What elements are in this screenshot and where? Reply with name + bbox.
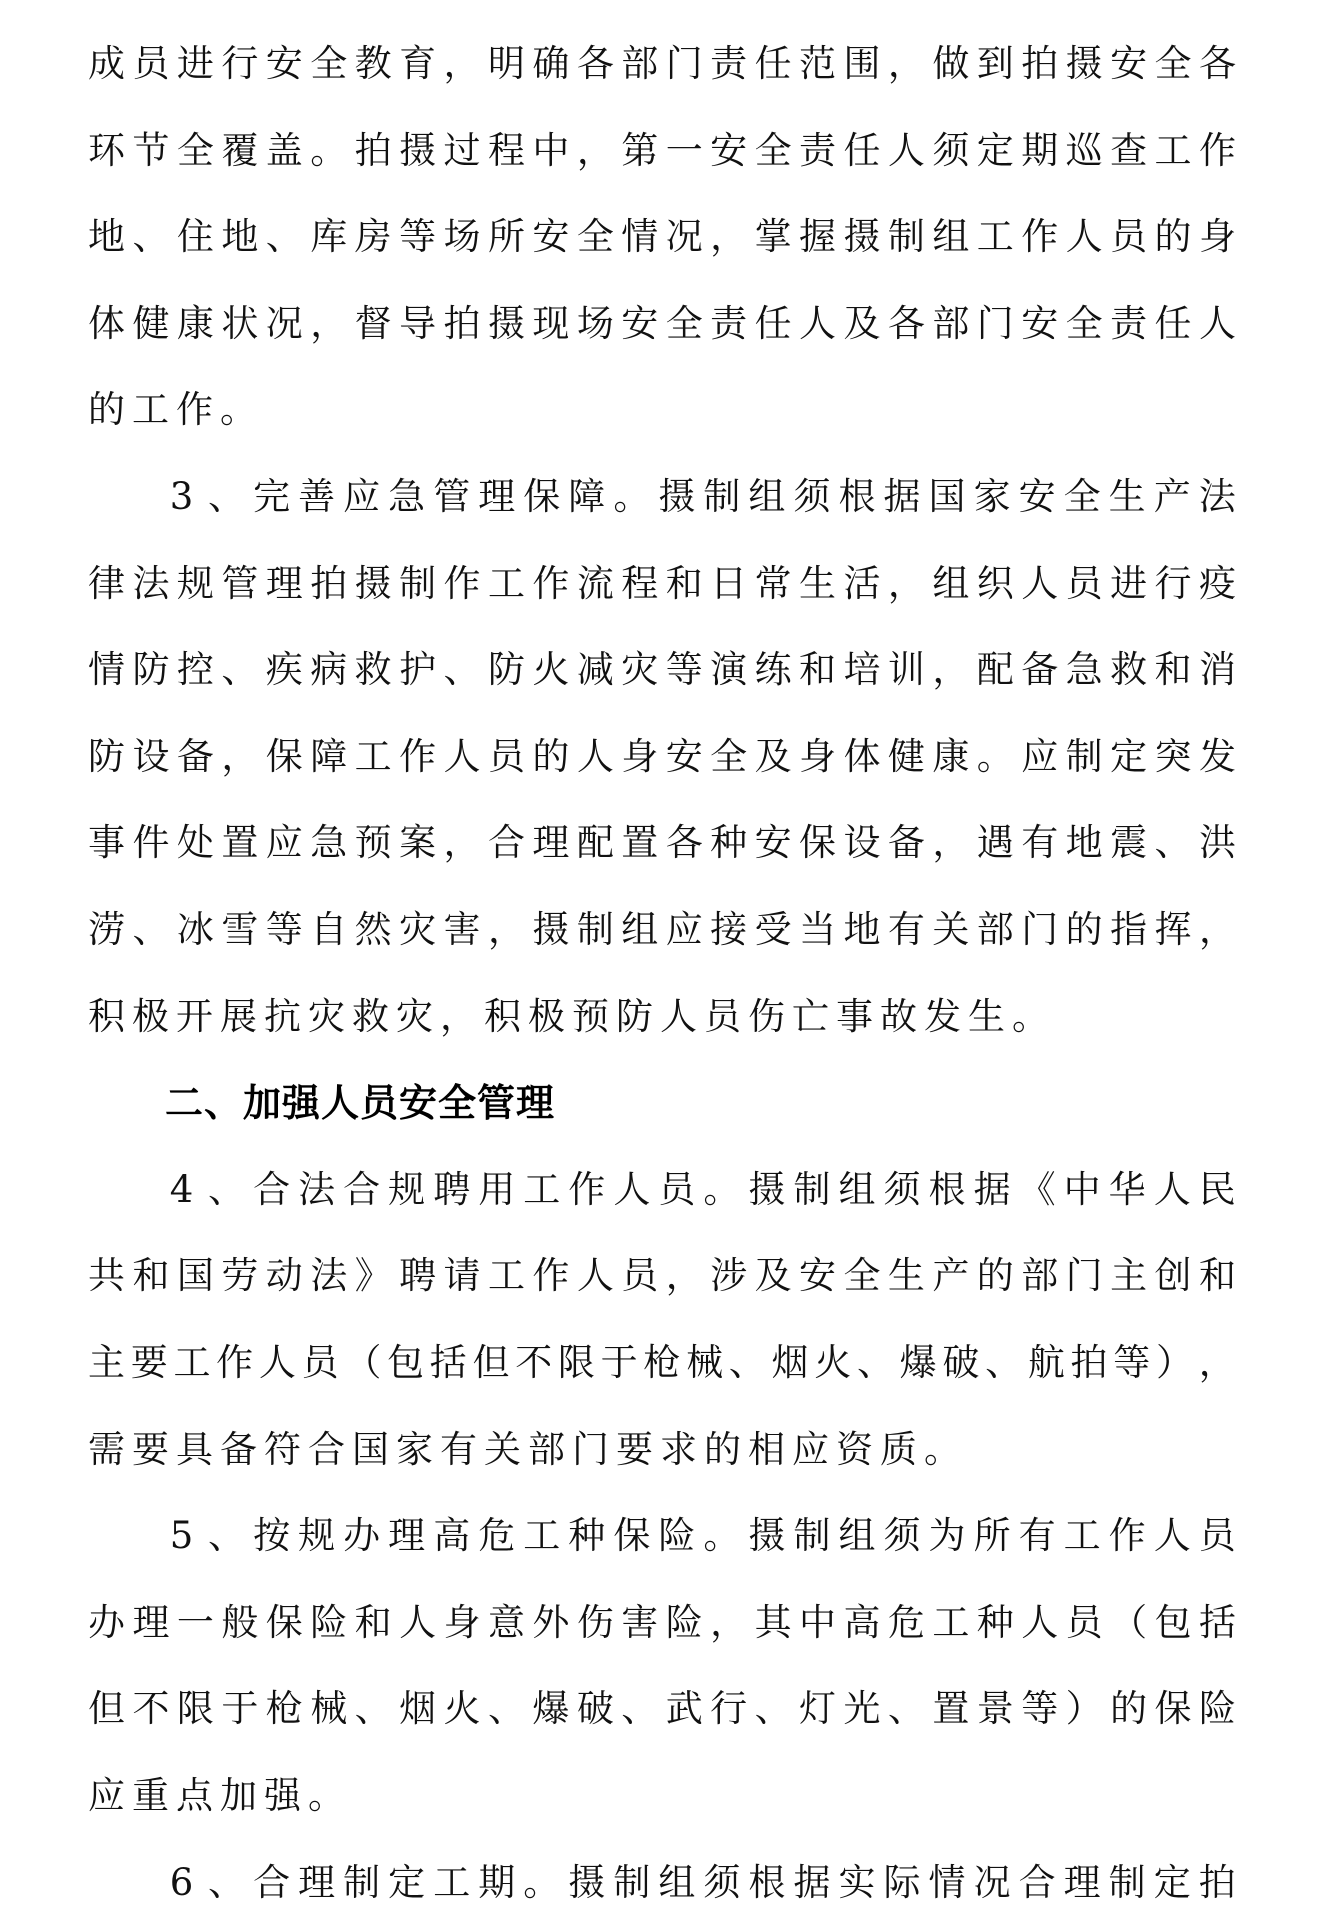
text-line-8: 情 防 控 、 疾 病 救 护 、 防 火 减 灾 等 演 练 和 培 训 ， 配 备 急 救 和 消: [88, 648, 1236, 691]
text-line-19: 办 理 一 般 保 险 和 人 身 意 外 伤 害 险 ， 其 中 高 危 工 种 人 员 （ 包 括: [88, 1601, 1236, 1644]
text-line-1: 成 员 进 行 安 全 教 育 ， 明 确 各 部 门 责 任 范 围 ， 做 到 拍 摄 安 全 各: [88, 42, 1236, 85]
text-line-20: 但 不 限 于 枪 械 、 烟 火 、 爆 破 、 武 行 、 灯 光 、 置 景 等 ） 的 保 险: [88, 1687, 1236, 1730]
paragraph-5-first-line: 5 、 按 规 办 理 高 危 工 种 保 险 。 摄 制 组 须 为 所 有 工 作 人 员: [169, 1514, 1236, 1557]
section-heading: 二、加强人员安全管理: [165, 1081, 556, 1125]
text-line-17: 需要具备符合国家有关部门要求的相应资质。: [88, 1428, 968, 1471]
text-line-9: 防 设 备 ， 保 障 工 作 人 员 的 人 身 安 全 及 身 体 健 康 。 应 制 定 突 发: [88, 735, 1236, 778]
text-line-2: 环 节 全 覆 盖 。 拍 摄 过 程 中 ， 第 一 安 全 责 任 人 须 定 期 巡 查 工 作: [88, 129, 1236, 172]
paragraph-4-first-line: 4 、 合 法 合 规 聘 用 工 作 人 员 。 摄 制 组 须 根 据 《 中 华 人 民: [169, 1168, 1236, 1211]
text-line-16: 主 要 工 作 人 员 （ 包 括 但 不 限 于 枪 械 、 烟 火 、 爆 破 、 航 拍 等 ） ，: [88, 1341, 1236, 1384]
text-line-5: 的工作。: [88, 388, 264, 431]
text-line-15: 共 和 国 劳 动 法 》 聘 请 工 作 人 员 ， 涉 及 安 全 生 产 的 部 门 主 创 和: [88, 1254, 1236, 1297]
text-line-10: 事 件 处 置 应 急 预 案 ， 合 理 配 置 各 种 安 保 设 备 ， 遇 有 地 震 、 洪: [88, 821, 1236, 864]
text-line-12: 积极开展抗灾救灾，积极预防人员伤亡事故发生。: [88, 995, 1056, 1038]
text-line-21: 应重点加强。: [88, 1774, 352, 1817]
text-line-4: 体 健 康 状 况 ， 督 导 拍 摄 现 场 安 全 责 任 人 及 各 部 门 安 全 责 任 人: [88, 302, 1236, 345]
text-line-7: 律 法 规 管 理 拍 摄 制 作 工 作 流 程 和 日 常 生 活 ， 组 织 人 员 进 行 疫: [88, 562, 1236, 605]
text-line-11: 涝 、 冰 雪 等 自 然 灾 害 ， 摄 制 组 应 接 受 当 地 有 关 部 门 的 指 挥 ，: [88, 908, 1236, 951]
text-line-3: 地 、 住 地 、 库 房 等 场 所 安 全 情 况 ， 掌 握 摄 制 组 工 作 人 员 的 身: [88, 215, 1236, 258]
paragraph-6-first-line: 6 、 合 理 制 定 工 期 。 摄 制 组 须 根 据 实 际 情 况 合 理 制 定 拍: [169, 1861, 1236, 1904]
paragraph-3-first-line: 3 、 完 善 应 急 管 理 保 障 。 摄 制 组 须 根 据 国 家 安 全 生 产 法: [169, 475, 1236, 518]
